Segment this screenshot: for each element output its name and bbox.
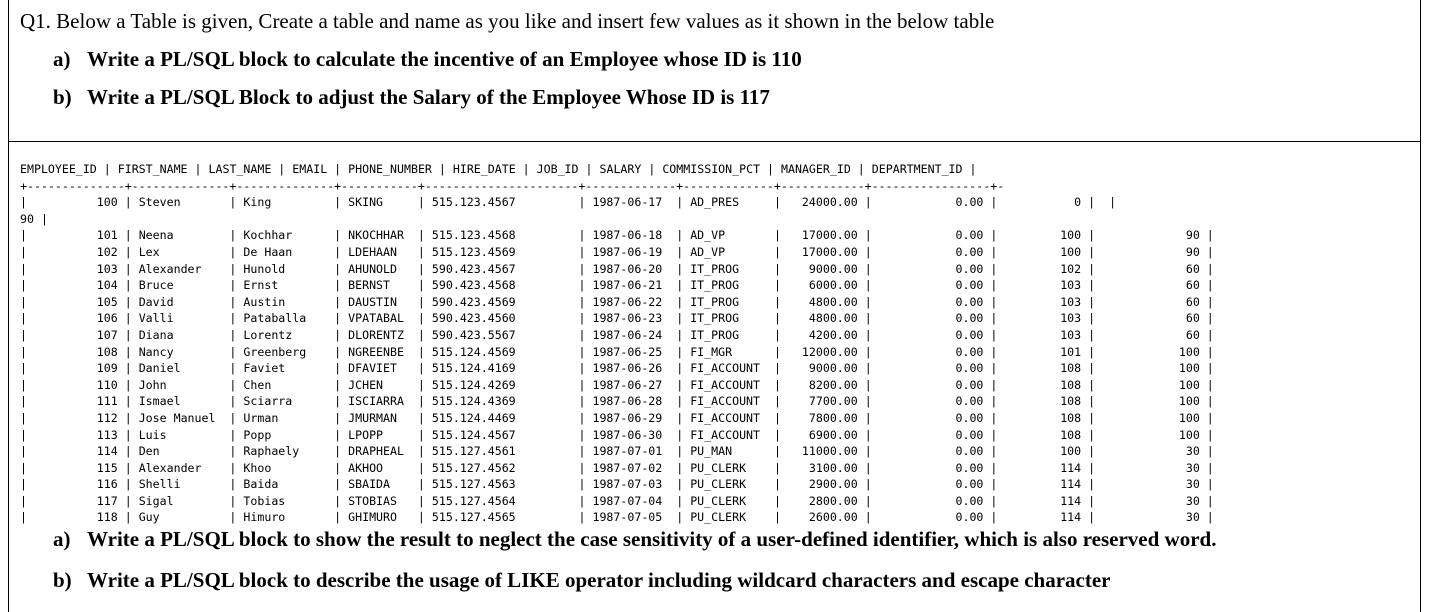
table-cell: Sigal xyxy=(138,493,223,508)
table-cell: 1987-07-02 xyxy=(592,460,670,475)
table-cell: 0.00 xyxy=(878,427,984,442)
table-cell: De Haan xyxy=(243,244,328,259)
table-row: | 109 | Daniel | Faviet | DFAVIET | 515.124.4169 | 1987-06-26 | FI_ACCOUNT | 9000.00 | 0.00 | 108 | 100 | xyxy=(20,361,1214,376)
table-cell: 0.00 xyxy=(878,377,984,392)
table-cell: IT_PROG xyxy=(690,261,767,276)
table-cell: 0.00 xyxy=(878,195,984,210)
table-cell: 104 xyxy=(33,278,118,293)
table-cell: 0.00 xyxy=(878,493,984,508)
table-cell: Jose Manuel xyxy=(138,410,223,425)
table-cell: 9000.00 xyxy=(787,261,858,276)
table-cell: 515.124.4369 xyxy=(431,394,572,409)
question-title: Q1. Below a Table is given, Create a table and name as you like and insert few values as it shown in the below table xyxy=(20,9,995,33)
table-cell: 17000.00 xyxy=(787,228,858,243)
table-cell: 103 xyxy=(1004,278,1082,293)
table-cell: 515.127.4564 xyxy=(431,493,572,508)
table-cell: Shelli xyxy=(138,477,223,492)
part-a-label: a) xyxy=(53,47,71,71)
followup-a-label: a) xyxy=(53,527,71,551)
table-cell: Daniel xyxy=(138,361,223,376)
table-cell: Chen xyxy=(243,377,328,392)
followup-b-text: Write a PL/SQL block to describe the usage of LIKE operator including wildcard characters and escape character xyxy=(87,568,1111,592)
table-cell: 107 xyxy=(33,327,118,342)
table-cell: 106 xyxy=(33,311,118,326)
table-cell: 515.127.4563 xyxy=(431,477,572,492)
table-cell: 100 xyxy=(1102,427,1200,442)
table-cell: 515.124.4567 xyxy=(431,427,572,442)
table-cell: 103 xyxy=(33,261,118,276)
part-b-label: b) xyxy=(53,85,72,109)
table-cell: Kochhar xyxy=(243,228,328,243)
table-row: | 103 | Alexander | Hunold | AHUNOLD | 590.423.4567 | 1987-06-20 | IT_PROG | 9000.00 | 0.00 | 102 | 60 | xyxy=(20,261,1214,276)
table-cell: 101 xyxy=(1004,344,1082,359)
column-header: SALARY xyxy=(599,162,642,176)
table-cell: Urman xyxy=(243,410,328,425)
table-cell: 3100.00 xyxy=(787,460,858,475)
table-cell: 101 xyxy=(33,228,118,243)
table-cell: FI_ACCOUNT xyxy=(690,427,767,442)
table-cell: 24000.00 xyxy=(787,195,858,210)
followup-part-a xyxy=(53,527,1216,552)
table-cell: IT_PROG xyxy=(690,311,767,326)
table-cell: 4800.00 xyxy=(787,294,858,309)
table-cell: ISCIARRA xyxy=(348,394,411,409)
table-cell: SBAIDA xyxy=(348,477,411,492)
table-cell: LDEHAAN xyxy=(348,244,411,259)
table-cell: 0.00 xyxy=(878,261,984,276)
table-cell: 0.00 xyxy=(878,510,984,525)
table-cell: 1987-06-27 xyxy=(592,377,670,392)
table-cell: 113 xyxy=(33,427,118,442)
table-cell: 30 xyxy=(1102,477,1200,492)
table-cell: 590.423.4560 xyxy=(431,311,572,326)
table-cell: SKING xyxy=(348,195,411,210)
table-cell: 0.00 xyxy=(878,444,984,459)
table-cell: 114 xyxy=(1004,477,1082,492)
table-cell: King xyxy=(243,195,328,210)
table-cell: NGREENBE xyxy=(348,344,411,359)
table-row: | 112 | Jose Manuel | Urman | JMURMAN | 515.124.4469 | 1987-06-29 | FI_ACCOUNT | 7800.00 | 0.00 | 108 | 100 | xyxy=(20,410,1214,425)
table-cell: BERNST xyxy=(348,278,411,293)
table-cell: Nancy xyxy=(138,344,223,359)
table-cell: GHIMURO xyxy=(348,510,411,525)
table-cell: PU_CLERK xyxy=(690,477,767,492)
table-cell: 108 xyxy=(1004,377,1082,392)
table-row: | 117 | Sigal | Tobias | STOBIAS | 515.127.4564 | 1987-07-04 | PU_CLERK | 2800.00 | 0.00 | 114 | 30 | xyxy=(20,493,1214,508)
table-cell: Lorentz xyxy=(243,327,328,342)
column-header: COMMISSION_PCT xyxy=(662,162,761,176)
column-header: DEPARTMENT_ID xyxy=(871,162,963,176)
table-header: EMPLOYEE_ID | FIRST_NAME | LAST_NAME | EMAIL | PHONE_NUMBER | HIRE_DATE | JOB_ID | SALARY | COMMISSION_PCT | MANAGER_ID | DEPARTMENT_ID | xyxy=(20,162,977,176)
table-cell: 108 xyxy=(1004,394,1082,409)
table-cell: 114 xyxy=(1004,510,1082,525)
table-cell: Valli xyxy=(138,311,223,326)
followup-a-text: Write a PL/SQL block to show the result to neglect the case sensitivity of a user-defined identifier, which is also reserved word. xyxy=(87,527,1217,551)
table-cell: Hunold xyxy=(243,261,328,276)
table-row: | 106 | Valli | Pataballa | VPATABAL | 590.423.4560 | 1987-06-23 | IT_PROG | 4800.00 | 0.00 | 103 | 60 | xyxy=(20,311,1214,326)
table-cell: David xyxy=(138,294,223,309)
table-cell: AD_VP xyxy=(690,228,767,243)
table-cell: IT_PROG xyxy=(690,278,767,293)
table-cell: AD_PRES xyxy=(690,195,767,210)
table-cell: PU_CLERK xyxy=(690,510,767,525)
table-cell: Alexander xyxy=(138,460,223,475)
table-cell: 515.127.4561 xyxy=(431,444,572,459)
section-divider xyxy=(8,141,1421,142)
table-cell: Sciarra xyxy=(243,394,328,409)
table-cell: 112 xyxy=(33,410,118,425)
table-cell: 1987-06-18 xyxy=(592,228,670,243)
table-cell: IT_PROG xyxy=(690,294,767,309)
table-cell: 1987-07-03 xyxy=(592,477,670,492)
table-row: | 110 | John | Chen | JCHEN | 515.124.4269 | 1987-06-27 | FI_ACCOUNT | 8200.00 | 0.00 | 108 | 100 | xyxy=(20,377,1214,392)
table-cell: 515.124.4469 xyxy=(431,410,572,425)
table-cell: 100 xyxy=(1004,444,1082,459)
table-cell: 0.00 xyxy=(878,477,984,492)
table-cell: IT_PROG xyxy=(690,327,767,342)
table-cell: DFAVIET xyxy=(348,361,411,376)
table-cell: 102 xyxy=(33,244,118,259)
table-cell: PU_CLERK xyxy=(690,460,767,475)
table-cell: 90 xyxy=(20,211,34,226)
table-cell: Guy xyxy=(138,510,223,525)
table-cell: Steven xyxy=(138,195,223,210)
table-cell: Baida xyxy=(243,477,328,492)
table-cell: 108 xyxy=(1004,427,1082,442)
column-header: HIRE_DATE xyxy=(452,162,516,176)
table-cell: 117 xyxy=(33,493,118,508)
question-part-a xyxy=(53,47,802,72)
table-cell: 7800.00 xyxy=(787,410,858,425)
column-header: MANAGER_ID xyxy=(781,162,851,176)
table-row: | 107 | Diana | Lorentz | DLORENTZ | 590.423.5567 | 1987-06-24 | IT_PROG | 4200.00 | 0.00 | 103 | 60 | xyxy=(20,327,1214,342)
table-cell: 30 xyxy=(1102,493,1200,508)
table-cell: Austin xyxy=(243,294,328,309)
table-cell: DLORENTZ xyxy=(348,327,411,342)
table-cell: Greenberg xyxy=(243,344,328,359)
column-header: PHONE_NUMBER xyxy=(348,162,432,176)
table-row: | 101 | Neena | Kochhar | NKOCHHAR | 515.123.4568 | 1987-06-18 | AD_VP | 17000.00 | 0.00 | 100 | 90 | xyxy=(20,228,1214,243)
table-cell: 1987-06-29 xyxy=(592,410,670,425)
table-cell: 100 xyxy=(1102,394,1200,409)
table-separator: +--------------+--------------+--------------+-----------+----------------------+-------------+-------------+------------+-----------------+- xyxy=(20,178,1005,193)
table-cell: Tobias xyxy=(243,493,328,508)
table-cell: 60 xyxy=(1102,311,1200,326)
table-cell: 108 xyxy=(1004,361,1082,376)
table-cell: AHUNOLD xyxy=(348,261,411,276)
table-cell: 1987-06-28 xyxy=(592,394,670,409)
employee-table xyxy=(20,161,1214,526)
table-cell: 103 xyxy=(1004,294,1082,309)
table-row: | 118 | Guy | Himuro | GHIMURO | 515.127.4565 | 1987-07-05 | PU_CLERK | 2600.00 | 0.00 | 114 | 30 | xyxy=(20,510,1214,525)
table-cell: 103 xyxy=(1004,327,1082,342)
table-cell: 105 xyxy=(33,294,118,309)
table-cell: FI_ACCOUNT xyxy=(690,410,767,425)
table-cell: LPOPP xyxy=(348,427,411,442)
table-row: | 108 | Nancy | Greenberg | NGREENBE | 515.124.4569 | 1987-06-25 | FI_MGR | 12000.00 | 0.00 | 101 | 100 | xyxy=(20,344,1214,359)
table-cell: 0.00 xyxy=(878,278,984,293)
table-cell: 515.124.4569 xyxy=(431,344,572,359)
table-cell: 1987-06-21 xyxy=(592,278,670,293)
table-cell: 114 xyxy=(1004,460,1082,475)
table-cell: 0.00 xyxy=(878,410,984,425)
column-header: LAST_NAME xyxy=(208,162,272,176)
followup-part-b xyxy=(53,568,1110,593)
table-cell: AKHOO xyxy=(348,460,411,475)
table-cell: 60 xyxy=(1102,278,1200,293)
table-row: | 116 | Shelli | Baida | SBAIDA | 515.127.4563 | 1987-07-03 | PU_CLERK | 2900.00 | 0.00 | 114 | 30 | xyxy=(20,477,1214,492)
table-cell: 102 xyxy=(1004,261,1082,276)
table-cell: 100 xyxy=(1004,228,1082,243)
table-cell: 6000.00 xyxy=(787,278,858,293)
table-row: | 100 | Steven | King | SKING | 515.123.4567 | 1987-06-17 | AD_PRES | 24000.00 | 0.00 | 0 | | 90 | xyxy=(20,195,1117,226)
table-cell: 2900.00 xyxy=(787,477,858,492)
part-b-text: Write a PL/SQL Block to adjust the Salary of the Employee Whose ID is 117 xyxy=(87,85,770,109)
table-cell: 1987-06-24 xyxy=(592,327,670,342)
column-header: JOB_ID xyxy=(536,162,579,176)
table-cell: 515.124.4169 xyxy=(431,361,572,376)
table-cell: 108 xyxy=(1004,410,1082,425)
table-cell: 1987-06-19 xyxy=(592,244,670,259)
part-a-text: Write a PL/SQL block to calculate the incentive of an Employee whose ID is 110 xyxy=(87,47,802,71)
table-cell: Raphaely xyxy=(243,444,328,459)
table-cell: Den xyxy=(138,444,223,459)
table-cell: 90 xyxy=(1102,244,1200,259)
table-cell: Himuro xyxy=(243,510,328,525)
table-cell: 118 xyxy=(33,510,118,525)
table-cell: Faviet xyxy=(243,361,328,376)
table-cell: 2600.00 xyxy=(787,510,858,525)
table-cell: 60 xyxy=(1102,294,1200,309)
table-cell: Luis xyxy=(138,427,223,442)
column-header: FIRST_NAME xyxy=(117,162,188,176)
table-cell: 0.00 xyxy=(878,244,984,259)
table-cell: Lex xyxy=(138,244,223,259)
table-cell: 0.00 xyxy=(878,344,984,359)
table-cell: 100 xyxy=(1102,344,1200,359)
table-cell: 8200.00 xyxy=(787,377,858,392)
table-cell: 1987-07-04 xyxy=(592,493,670,508)
table-cell: 60 xyxy=(1102,327,1200,342)
table-cell: DAUSTIN xyxy=(348,294,411,309)
table-cell: FI_MGR xyxy=(690,344,767,359)
table-row: | 105 | David | Austin | DAUSTIN | 590.423.4569 | 1987-06-22 | IT_PROG | 4800.00 | 0.00 | 103 | 60 | xyxy=(20,294,1214,309)
table-cell: 100 xyxy=(1102,410,1200,425)
table-cell: Neena xyxy=(138,228,223,243)
table-cell: 100 xyxy=(1102,377,1200,392)
table-cell: 17000.00 xyxy=(787,244,858,259)
table-cell: 30 xyxy=(1102,460,1200,475)
table-cell: 515.127.4565 xyxy=(431,510,572,525)
table-cell: 515.127.4562 xyxy=(431,460,572,475)
table-cell: 590.423.5567 xyxy=(431,327,572,342)
table-cell: 60 xyxy=(1102,261,1200,276)
table-cell: 515.123.4568 xyxy=(431,228,572,243)
question-part-b xyxy=(53,85,770,110)
table-cell: 1987-06-23 xyxy=(592,311,670,326)
table-cell: 1987-06-20 xyxy=(592,261,670,276)
table-cell: 0 xyxy=(1004,195,1082,210)
table-cell: 100 xyxy=(33,195,118,210)
table-cell: 116 xyxy=(33,477,118,492)
table-cell: John xyxy=(138,377,223,392)
table-cell: 0.00 xyxy=(878,311,984,326)
table-cell: 114 xyxy=(33,444,118,459)
table-cell: 1987-06-30 xyxy=(592,427,670,442)
column-header: EMAIL xyxy=(292,162,328,176)
table-cell: 114 xyxy=(1004,493,1082,508)
table-cell: 0.00 xyxy=(878,294,984,309)
column-header: EMPLOYEE_ID xyxy=(20,162,97,176)
table-cell: 590.423.4569 xyxy=(431,294,572,309)
table-cell: 1987-06-26 xyxy=(592,361,670,376)
table-cell: 4200.00 xyxy=(787,327,858,342)
table-cell: JMURMAN xyxy=(348,410,411,425)
table-cell: PU_CLERK xyxy=(690,493,767,508)
table-cell: 0.00 xyxy=(878,394,984,409)
table-row: | 104 | Bruce | Ernst | BERNST | 590.423.4568 | 1987-06-21 | IT_PROG | 6000.00 | 0.00 | 103 | 60 | xyxy=(20,278,1214,293)
table-cell: JCHEN xyxy=(348,377,411,392)
table-cell: 515.124.4269 xyxy=(431,377,572,392)
table-cell: Bruce xyxy=(138,278,223,293)
table-cell: NKOCHHAR xyxy=(348,228,411,243)
table-cell: 115 xyxy=(33,460,118,475)
table-row: | 115 | Alexander | Khoo | AKHOO | 515.127.4562 | 1987-07-02 | PU_CLERK | 3100.00 | 0.00 | 114 | 30 | xyxy=(20,460,1214,475)
table-cell: 0.00 xyxy=(878,228,984,243)
table-cell: 100 xyxy=(1004,244,1082,259)
table-cell: VPATABAL xyxy=(348,311,411,326)
table-cell: 515.123.4567 xyxy=(431,195,572,210)
table-cell: Pataballa xyxy=(243,311,328,326)
table-cell: 90 xyxy=(1102,228,1200,243)
table-row: | 111 | Ismael | Sciarra | ISCIARRA | 515.124.4369 | 1987-06-28 | FI_ACCOUNT | 7700.00 | 0.00 | 108 | 100 | xyxy=(20,394,1214,409)
table-cell: 30 xyxy=(1102,510,1200,525)
table-cell: 590.423.4568 xyxy=(431,278,572,293)
table-row: | 114 | Den | Raphaely | DRAPHEAL | 515.127.4561 | 1987-07-01 | PU_MAN | 11000.00 | 0.00 | 100 | 30 | xyxy=(20,444,1214,459)
table-cell: 590.423.4567 xyxy=(431,261,572,276)
table-cell: Popp xyxy=(243,427,328,442)
table-cell: 515.123.4569 xyxy=(431,244,572,259)
table-cell: 1987-07-05 xyxy=(592,510,670,525)
table-cell: Alexander xyxy=(138,261,223,276)
table-cell: 1987-07-01 xyxy=(592,444,670,459)
table-cell: 6900.00 xyxy=(787,427,858,442)
followup-b-label: b) xyxy=(53,568,72,592)
table-cell: Ernst xyxy=(243,278,328,293)
table-cell: 111 xyxy=(33,394,118,409)
table-cell: AD_VP xyxy=(690,244,767,259)
table-cell: 12000.00 xyxy=(787,344,858,359)
table-cell: 1987-06-22 xyxy=(592,294,670,309)
table-cell: 0.00 xyxy=(878,460,984,475)
table-row: | 102 | Lex | De Haan | LDEHAAN | 515.123.4569 | 1987-06-19 | AD_VP | 17000.00 | 0.00 | 100 | 90 | xyxy=(20,244,1214,259)
table-cell: 1987-06-25 xyxy=(592,344,670,359)
table-cell: FI_ACCOUNT xyxy=(690,361,767,376)
table-cell: 108 xyxy=(33,344,118,359)
table-cell: 103 xyxy=(1004,311,1082,326)
table-cell: 2800.00 xyxy=(787,493,858,508)
table-cell: 4800.00 xyxy=(787,311,858,326)
table-cell: DRAPHEAL xyxy=(348,444,411,459)
table-cell: 0.00 xyxy=(878,361,984,376)
table-cell: Khoo xyxy=(243,460,328,475)
table-cell: 0.00 xyxy=(878,327,984,342)
table-cell: 100 xyxy=(1102,361,1200,376)
table-cell: FI_ACCOUNT xyxy=(690,394,767,409)
table-cell: 110 xyxy=(33,377,118,392)
table-cell: 7700.00 xyxy=(787,394,858,409)
table-cell: PU_MAN xyxy=(690,444,767,459)
table-cell: Diana xyxy=(138,327,223,342)
table-cell: 9000.00 xyxy=(787,361,858,376)
table-cell: 109 xyxy=(33,361,118,376)
table-cell: 11000.00 xyxy=(787,444,858,459)
table-cell: 1987-06-17 xyxy=(592,195,670,210)
table-cell: Ismael xyxy=(138,394,223,409)
table-cell: FI_ACCOUNT xyxy=(690,377,767,392)
table-cell: 30 xyxy=(1102,444,1200,459)
table-row: | 113 | Luis | Popp | LPOPP | 515.124.4567 | 1987-06-30 | FI_ACCOUNT | 6900.00 | 0.00 | 108 | 100 | xyxy=(20,427,1214,442)
table-cell: STOBIAS xyxy=(348,493,411,508)
